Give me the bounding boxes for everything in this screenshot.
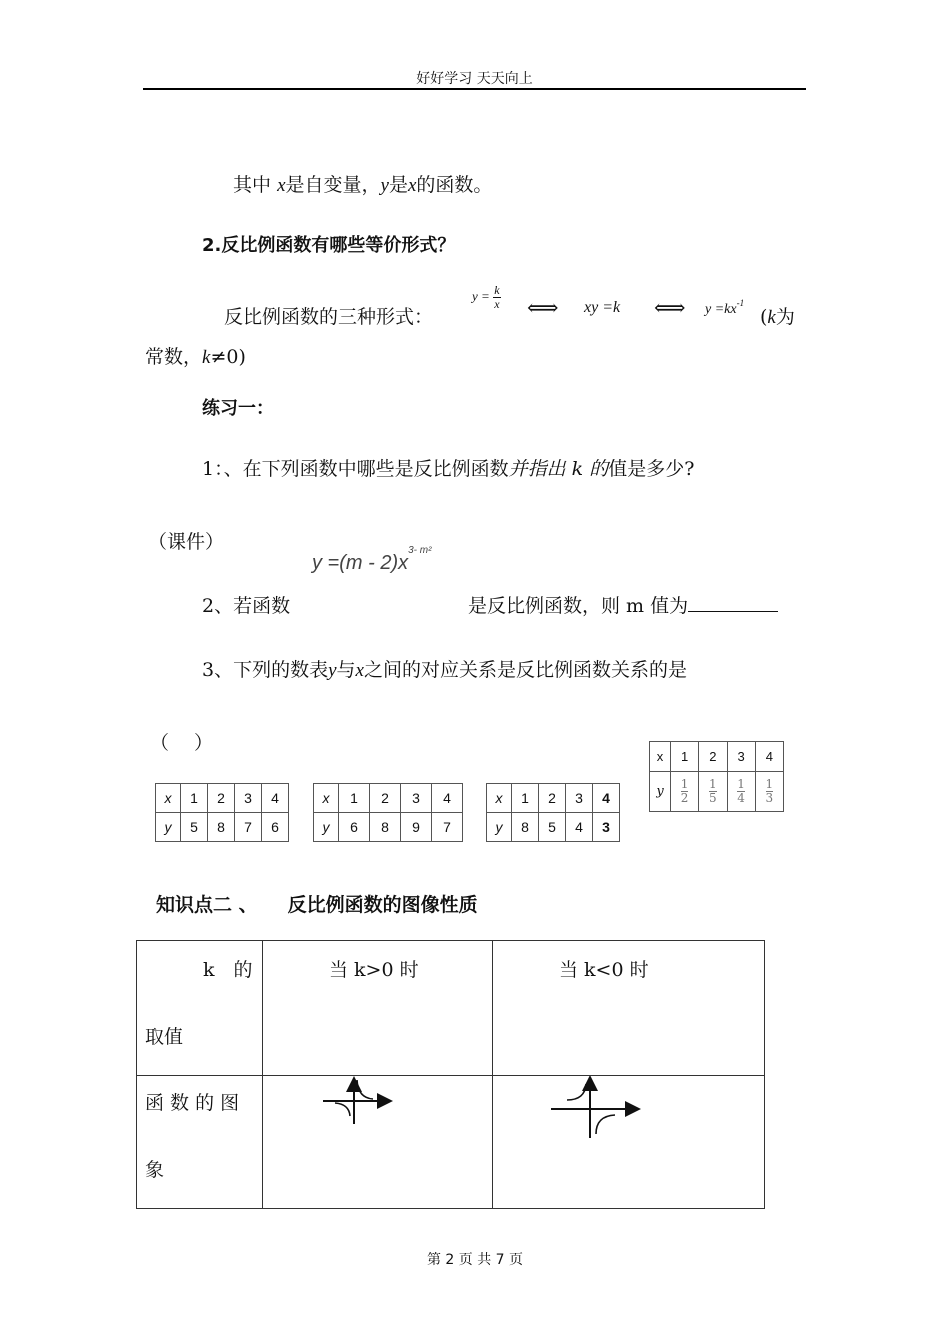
table-cell: 8	[512, 813, 539, 842]
exercise1-q3	[202, 655, 687, 682]
page-header: 好好学习 天天向上	[416, 71, 533, 87]
knowledge2-title: 反比例函数的图像性质	[287, 894, 478, 916]
hyperbola-positive-graph	[317, 1076, 397, 1136]
table-cell: 1	[339, 784, 370, 813]
graph-label-line1: 函 数 的 图	[145, 1092, 240, 1114]
intro-y: y	[380, 175, 389, 196]
q3-x: x	[355, 660, 364, 681]
equiv-arrow-1: ⟺	[527, 296, 559, 321]
table-cell: 3	[727, 742, 755, 772]
q3-y: y	[328, 660, 337, 681]
table-row	[487, 813, 620, 842]
table-row	[137, 1076, 765, 1209]
curve-branch-q1	[357, 1080, 373, 1099]
forms-tail-wei: 为	[775, 306, 795, 328]
fraction-den: 4	[737, 791, 745, 805]
fraction	[737, 778, 745, 805]
q1-part-b: 并指出 k 的	[508, 458, 609, 480]
q2-formula-exp: 3- m²	[408, 545, 432, 556]
equiv-arrow-2: ⟺	[654, 296, 686, 321]
k-value-label-cell	[137, 941, 263, 1076]
table-cell: 8	[370, 813, 401, 842]
table-cell: 4	[593, 784, 620, 813]
table-row	[137, 941, 765, 1076]
forms-tail-k: k	[767, 307, 776, 328]
table-cell: 8	[208, 813, 235, 842]
property-table	[136, 940, 765, 1209]
table-cell: 2	[699, 742, 727, 772]
data-table-2	[313, 783, 463, 842]
table-cell: 2	[208, 784, 235, 813]
knowledge2-heading	[156, 890, 478, 917]
answer-blank[interactable]	[688, 593, 778, 612]
table-cell: 4	[566, 813, 593, 842]
table-cell	[727, 772, 755, 812]
forms-line2-text: 常数，	[145, 346, 203, 368]
table-cell: 6	[262, 813, 289, 842]
table-cell: y	[314, 813, 339, 842]
data-table-3	[486, 783, 620, 842]
intro-line	[233, 170, 492, 197]
table-cell: 4	[432, 784, 463, 813]
table-cell: y	[650, 772, 671, 812]
table-row	[314, 813, 463, 842]
table-cell: 3	[401, 784, 432, 813]
form2: xy =k	[584, 299, 621, 316]
table-cell: y	[487, 813, 512, 842]
table-cell: x	[156, 784, 181, 813]
k-negative-header-cell	[493, 941, 765, 1076]
graph-positive-cell	[263, 1076, 493, 1209]
k-positive-label: 当 k>0 时	[329, 959, 419, 981]
data-table-1	[155, 783, 289, 842]
fraction	[681, 778, 689, 805]
table-cell: x	[650, 742, 671, 772]
fraction-num: 1	[765, 777, 774, 791]
fraction-num: 1	[737, 777, 745, 791]
curve-branch-q3	[335, 1103, 350, 1116]
graph-label-line2: 象	[145, 1159, 165, 1181]
intro-x: x	[277, 175, 286, 196]
table-cell: 1	[181, 784, 208, 813]
table-cell	[755, 772, 783, 812]
form1-lhs: y =	[472, 288, 490, 304]
forms-line2-tail: ≠0)	[210, 346, 246, 368]
fraction	[709, 778, 717, 805]
forms-line2-k: k	[202, 347, 211, 368]
table-cell: 6	[339, 813, 370, 842]
form3-exp: -1	[736, 298, 745, 308]
forms-tail	[760, 302, 795, 329]
q3-part-b: 与	[336, 659, 356, 681]
table-row	[650, 772, 784, 812]
k-positive-header-cell	[263, 941, 493, 1076]
table-row	[487, 784, 620, 813]
question2-heading: 2.反比例函数有哪些等价形式？	[202, 235, 456, 256]
intro-tail: 的函数。	[416, 174, 493, 196]
hyperbola-negative-graph	[547, 1076, 647, 1146]
fraction-num: 1	[709, 777, 717, 791]
q3-part-c: 之间的对应关系是反比例函数关系的是	[363, 659, 687, 681]
table-cell: 7	[432, 813, 463, 842]
q1-part-a: 1：、在下列函数中哪些是反比例函数	[202, 458, 509, 480]
fraction-num: 1	[680, 777, 689, 791]
q2-formula-main: y =(m - 2)x	[312, 552, 409, 574]
table-cell: 3	[235, 784, 262, 813]
intro-mid1: 是自变量，	[285, 174, 381, 196]
forms-tail-open: (	[760, 306, 768, 328]
intro-mid2: 是	[388, 174, 408, 196]
exercise1-heading: 练习一：	[202, 398, 274, 419]
form3-base: y =kx	[705, 302, 737, 317]
fraction-den: 2	[680, 791, 689, 805]
table-row	[314, 784, 463, 813]
fraction-den: 5	[709, 791, 717, 805]
table-cell: x	[487, 784, 512, 813]
table-row	[156, 813, 289, 842]
k-negative-label: 当 k<0 时	[559, 959, 649, 981]
table-cell	[671, 772, 699, 812]
exercise1-q2-b	[468, 591, 778, 618]
exercise1-q1	[202, 454, 694, 481]
forms-lead: 反比例函数的三种形式：	[224, 306, 434, 328]
graph-label-cell	[137, 1076, 263, 1209]
fraction	[766, 778, 774, 805]
form1-fraction	[493, 284, 500, 311]
curve-branch-q2	[567, 1084, 586, 1100]
knowledge2-label: 知识点二 、	[156, 894, 258, 916]
intro-x2: x	[407, 175, 417, 196]
q1-part-c: 值是多少?	[608, 458, 695, 480]
table-cell: 1	[671, 742, 699, 772]
table-cell: 4	[262, 784, 289, 813]
graph-negative-cell	[493, 1076, 765, 1209]
exercise1-q2-a: 2、若函数	[202, 595, 291, 617]
table-cell: 2	[539, 784, 566, 813]
form1-den: x	[494, 297, 500, 311]
form3	[705, 298, 745, 318]
form1	[472, 284, 501, 311]
table-cell: 7	[235, 813, 262, 842]
q3-part-a: 3、下列的数表	[202, 659, 329, 681]
table-cell: x	[314, 784, 339, 813]
table-row	[650, 742, 784, 772]
answer-paren: （ ）	[150, 732, 214, 754]
table-cell: y	[156, 813, 181, 842]
table-cell: 3	[593, 813, 620, 842]
table-row	[156, 784, 289, 813]
table-cell: 5	[181, 813, 208, 842]
q2-part-b: 是反比例函数，则 m 值为	[468, 595, 689, 617]
forms-line2	[145, 342, 246, 369]
table-cell: 4	[755, 742, 783, 772]
fraction-den: 3	[765, 791, 774, 805]
q2-formula	[312, 545, 432, 575]
table-cell: 3	[566, 784, 593, 813]
table-cell	[699, 772, 727, 812]
table-cell: 9	[401, 813, 432, 842]
data-table-4	[649, 741, 784, 812]
curve-branch-q4	[596, 1115, 615, 1134]
table-cell: 2	[370, 784, 401, 813]
table-cell: 5	[539, 813, 566, 842]
k-label-line1: k 的	[203, 959, 253, 981]
form1-num: k	[494, 283, 500, 297]
page-footer: 第 2 页 共 7 页	[426, 1252, 524, 1268]
intro-lead: 其中	[233, 174, 272, 196]
k-label-line2: 取值	[145, 1026, 184, 1048]
table-cell: 1	[512, 784, 539, 813]
header-rule	[143, 88, 806, 90]
courseware-note: （课件）	[148, 531, 225, 553]
